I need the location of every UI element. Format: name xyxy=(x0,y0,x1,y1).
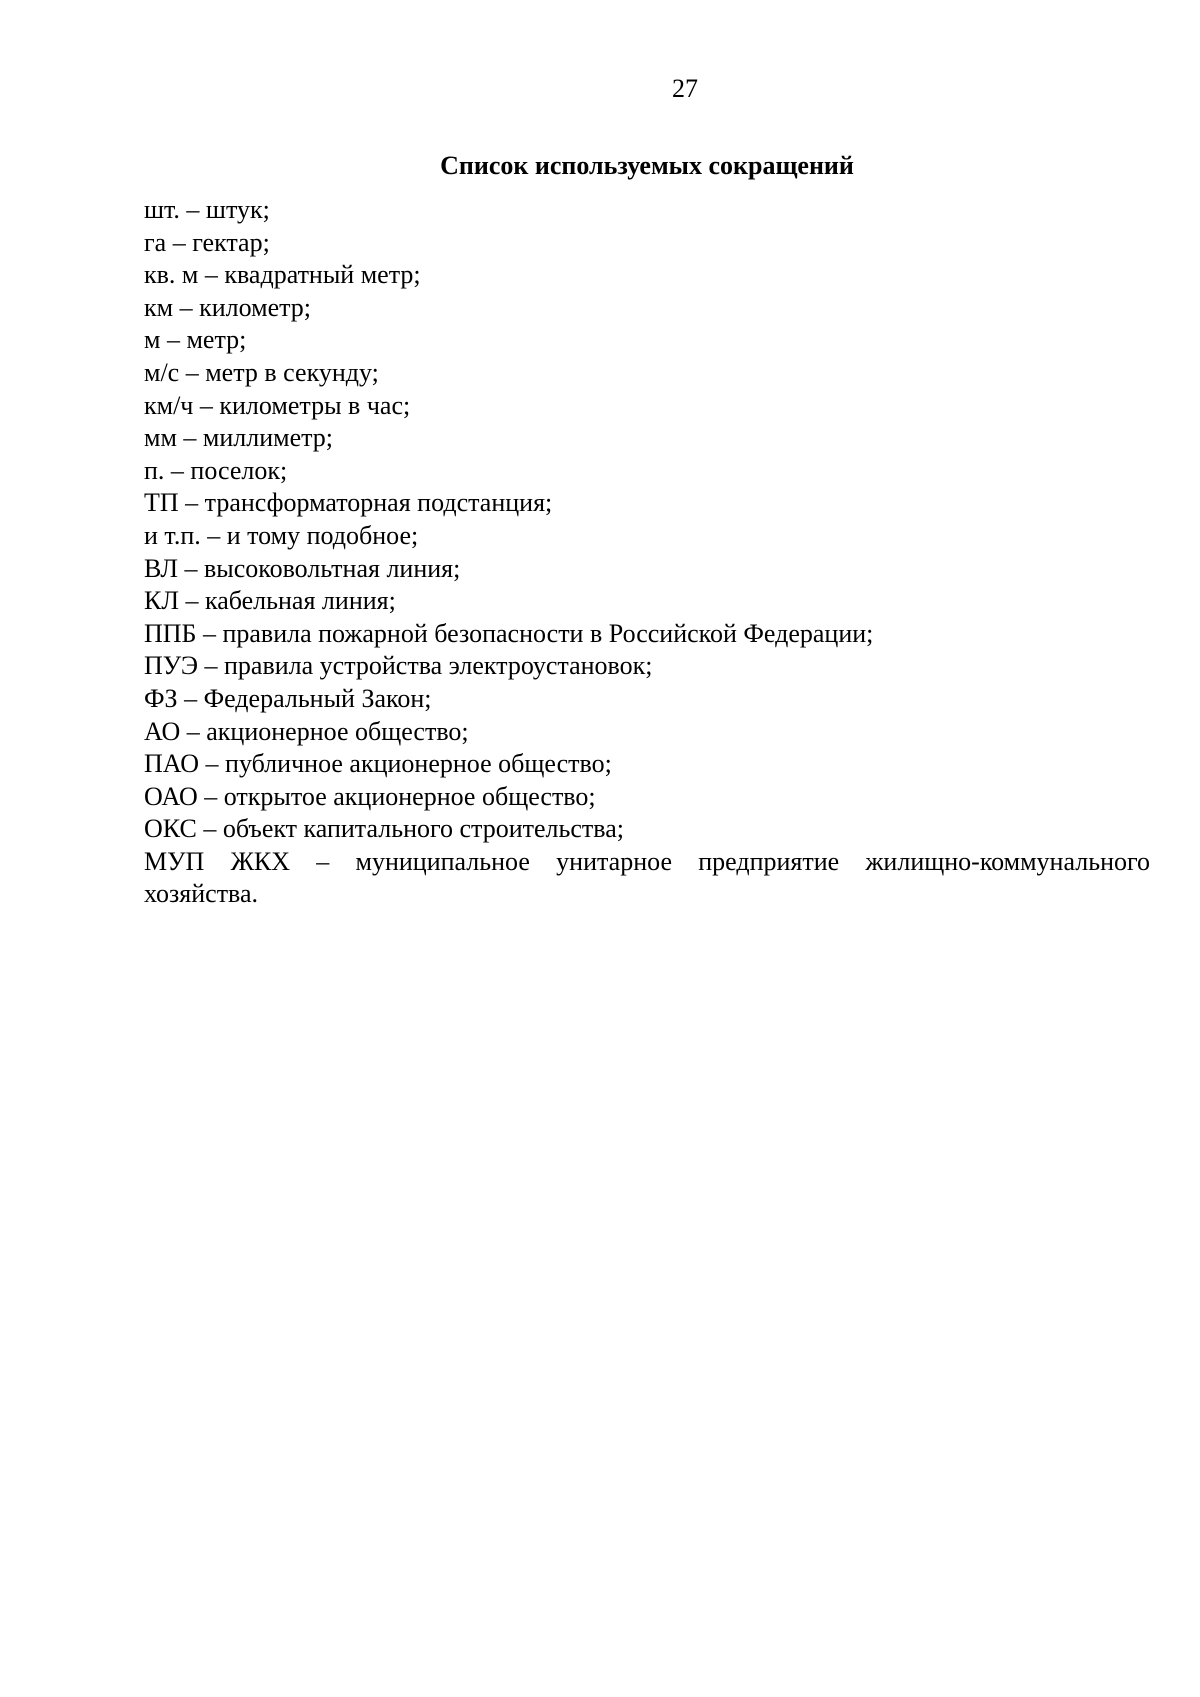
abbreviation-item: КЛ – кабельная линия; xyxy=(144,586,396,616)
abbreviation-item: км – километр; xyxy=(144,292,312,322)
abbreviation-item: ФЗ – Федеральный Закон; xyxy=(144,683,432,713)
abbreviation-item: га – гектар; xyxy=(144,227,270,257)
abbreviation-item: МУП ЖКХ – муниципальное унитарное предприятие жилищно-коммунального хозяйства. xyxy=(144,846,1150,909)
page-number: 27 xyxy=(672,74,698,103)
abbreviation-item: АО – акционерное общество; xyxy=(144,716,469,746)
abbreviation-item: ПАО – публичное акционерное общество; xyxy=(144,749,612,779)
abbreviation-item: ППБ – правила пожарной безопасности в Российской Федерации; xyxy=(144,618,874,648)
abbreviation-item: ТП – трансформаторная подстанция; xyxy=(144,488,553,518)
abbreviation-item: км/ч – километры в час; xyxy=(144,390,411,420)
abbreviation-item: ОКС – объект капитального строительства; xyxy=(144,814,624,844)
abbreviation-item: мм – миллиметр; xyxy=(144,423,334,453)
abbreviation-item: шт. – штук; xyxy=(144,195,270,224)
abbreviation-item: кв. м – квадратный метр; xyxy=(144,260,421,290)
abbreviation-list xyxy=(144,194,1150,911)
abbreviation-item: ПУЭ – правила устройства электроустановок; xyxy=(144,651,653,681)
abbreviation-item: и т.п. – и тому подобное; xyxy=(144,520,419,550)
abbreviation-item: м/с – метр в секунду; xyxy=(144,357,379,387)
abbreviation-item: м – метр; xyxy=(144,325,247,355)
page-title: Список используемых сокращений xyxy=(440,151,854,180)
abbreviation-item: п. – поселок; xyxy=(144,455,288,485)
abbreviation-item: ВЛ – высоковольтная линия; xyxy=(144,553,461,583)
abbreviation-item: ОАО – открытое акционерное общество; xyxy=(144,781,596,811)
